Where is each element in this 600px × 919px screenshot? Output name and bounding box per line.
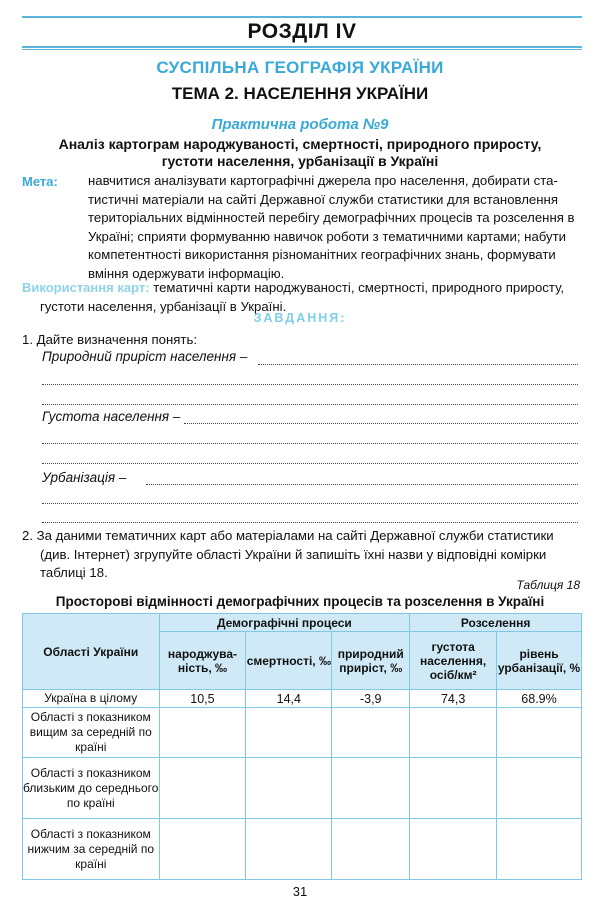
answer-line[interactable] bbox=[184, 423, 578, 424]
empty-cell[interactable] bbox=[410, 819, 497, 880]
term-density: Густота населення – bbox=[42, 409, 181, 424]
empty-cell[interactable] bbox=[497, 758, 582, 819]
task-2-line-1: 2. За даними тематичних карт або матеріалами на сайті Державної служби статистики bbox=[22, 528, 554, 543]
work-title-line-1: Аналіз картограм народжуваності, смертності, природного приросту, bbox=[58, 136, 542, 152]
tasks-heading: ЗАВДАННЯ: bbox=[253, 311, 347, 325]
task-1-text: 1. Дайте визначення понять: bbox=[22, 332, 197, 347]
cell-density: 74,3 bbox=[410, 690, 497, 708]
col-header-death: смертності, ‰ bbox=[246, 632, 332, 690]
goal-line: тистичні матеріали на сайті Державної служби статистики для встановлення bbox=[88, 191, 558, 207]
empty-cell[interactable] bbox=[159, 758, 246, 819]
cell-death: 14,4 bbox=[246, 690, 332, 708]
header-rule-bottom-thin bbox=[22, 49, 582, 50]
table-row bbox=[23, 708, 582, 758]
answer-line[interactable] bbox=[42, 443, 578, 444]
header-rule-top bbox=[22, 16, 582, 18]
table-row bbox=[23, 758, 582, 819]
row-label: Області з показником нижчим за середній по країні bbox=[23, 819, 160, 880]
goal-line: навчитися аналізувати картографічні джерела про населення, добирати ста- bbox=[88, 173, 558, 188]
col-header-density: густота населення, осіб/км² bbox=[410, 632, 497, 690]
chapter-title: РОЗДІЛ IV bbox=[247, 20, 357, 43]
page-number: 31 bbox=[292, 884, 308, 899]
row-label: Області з показником вищим за середній по країні bbox=[23, 708, 160, 758]
empty-cell[interactable] bbox=[332, 708, 410, 758]
group-header-settlement: Розселення bbox=[410, 614, 582, 632]
task-2-line-2: (див. Інтернет) згрупуйте області України й запишіть їхні назви у відповідні комірки bbox=[40, 546, 547, 562]
col-header-regions: Області України bbox=[23, 614, 160, 690]
maps-label: Використання карт: bbox=[22, 280, 150, 295]
term-natural-growth: Природний приріст населення – bbox=[42, 349, 248, 364]
cell-natural: -3,9 bbox=[332, 690, 410, 708]
header-rule-bottom bbox=[22, 46, 582, 48]
empty-cell[interactable] bbox=[332, 819, 410, 880]
col-header-urban: рівень урбанізації, % bbox=[497, 632, 582, 690]
empty-cell[interactable] bbox=[159, 708, 246, 758]
row-label: Області з показником близьким до середнього по країні bbox=[23, 758, 160, 819]
empty-cell[interactable] bbox=[246, 819, 332, 880]
goal-line: Україні; сприяти формуванню навичок роботи з тематичними картами; набути bbox=[88, 228, 567, 244]
maps-line-1: тематичні карти народжуваності, смертності, природного приросту, bbox=[153, 280, 565, 295]
cell-urban: 68.9% bbox=[497, 690, 582, 708]
maps-line-2: густоти населення, урбанізації в Україні. bbox=[40, 298, 287, 314]
chapter-header bbox=[22, 16, 582, 50]
goal-label: Мета: bbox=[22, 174, 58, 189]
topic-title: ТЕМА 2. НАСЕЛЕННЯ УКРАЇНИ bbox=[171, 84, 429, 103]
answer-line[interactable] bbox=[42, 463, 578, 464]
empty-cell[interactable] bbox=[497, 819, 582, 880]
task-2-text bbox=[22, 527, 597, 583]
answer-line[interactable] bbox=[42, 404, 578, 405]
table-caption: Просторові відмінності демографічних процесів та розселення в Україні bbox=[55, 594, 545, 609]
practice-title: Практична робота №9 bbox=[211, 116, 389, 133]
work-title bbox=[40, 136, 560, 170]
table-number: Таблиця 18 bbox=[516, 578, 580, 592]
answer-line[interactable] bbox=[42, 384, 578, 385]
answer-line[interactable] bbox=[258, 364, 578, 365]
table-row bbox=[23, 819, 582, 880]
empty-cell[interactable] bbox=[410, 758, 497, 819]
answer-line[interactable] bbox=[42, 522, 578, 523]
cell-birth: 10,5 bbox=[159, 690, 246, 708]
term-urbanization: Урбанізація – bbox=[42, 470, 127, 485]
empty-cell[interactable] bbox=[246, 708, 332, 758]
empty-cell[interactable] bbox=[497, 708, 582, 758]
answer-line[interactable] bbox=[42, 503, 578, 504]
empty-cell[interactable] bbox=[332, 758, 410, 819]
goal-line: компетентності використання різноманітних географічних знань, формувати bbox=[88, 247, 556, 263]
section-title: СУСПІЛЬНА ГЕОГРАФІЯ УКРАЇНИ bbox=[156, 58, 444, 77]
empty-cell[interactable] bbox=[246, 758, 332, 819]
col-header-birth: народжува-ність, ‰ bbox=[159, 632, 246, 690]
col-header-natural: природний приріст, ‰ bbox=[332, 632, 410, 690]
table-18 bbox=[22, 613, 582, 880]
table-row bbox=[23, 690, 582, 708]
empty-cell[interactable] bbox=[410, 708, 497, 758]
group-header-demographic: Демографічні процеси bbox=[159, 614, 410, 632]
answer-line[interactable] bbox=[146, 484, 578, 485]
row-label: Україна в цілому bbox=[23, 690, 160, 708]
task-2-line-3: таблиці 18. bbox=[40, 565, 108, 581]
empty-cell[interactable] bbox=[159, 819, 246, 880]
goal-line: територіальних відмінностей перебігу демографічних процесів та розселення в bbox=[88, 210, 575, 226]
goal-text bbox=[88, 172, 588, 284]
goal-line: вміння одержувати інформацію. bbox=[88, 265, 285, 281]
work-title-line-2: густоти населення, урбанізації в Україні bbox=[161, 153, 439, 169]
